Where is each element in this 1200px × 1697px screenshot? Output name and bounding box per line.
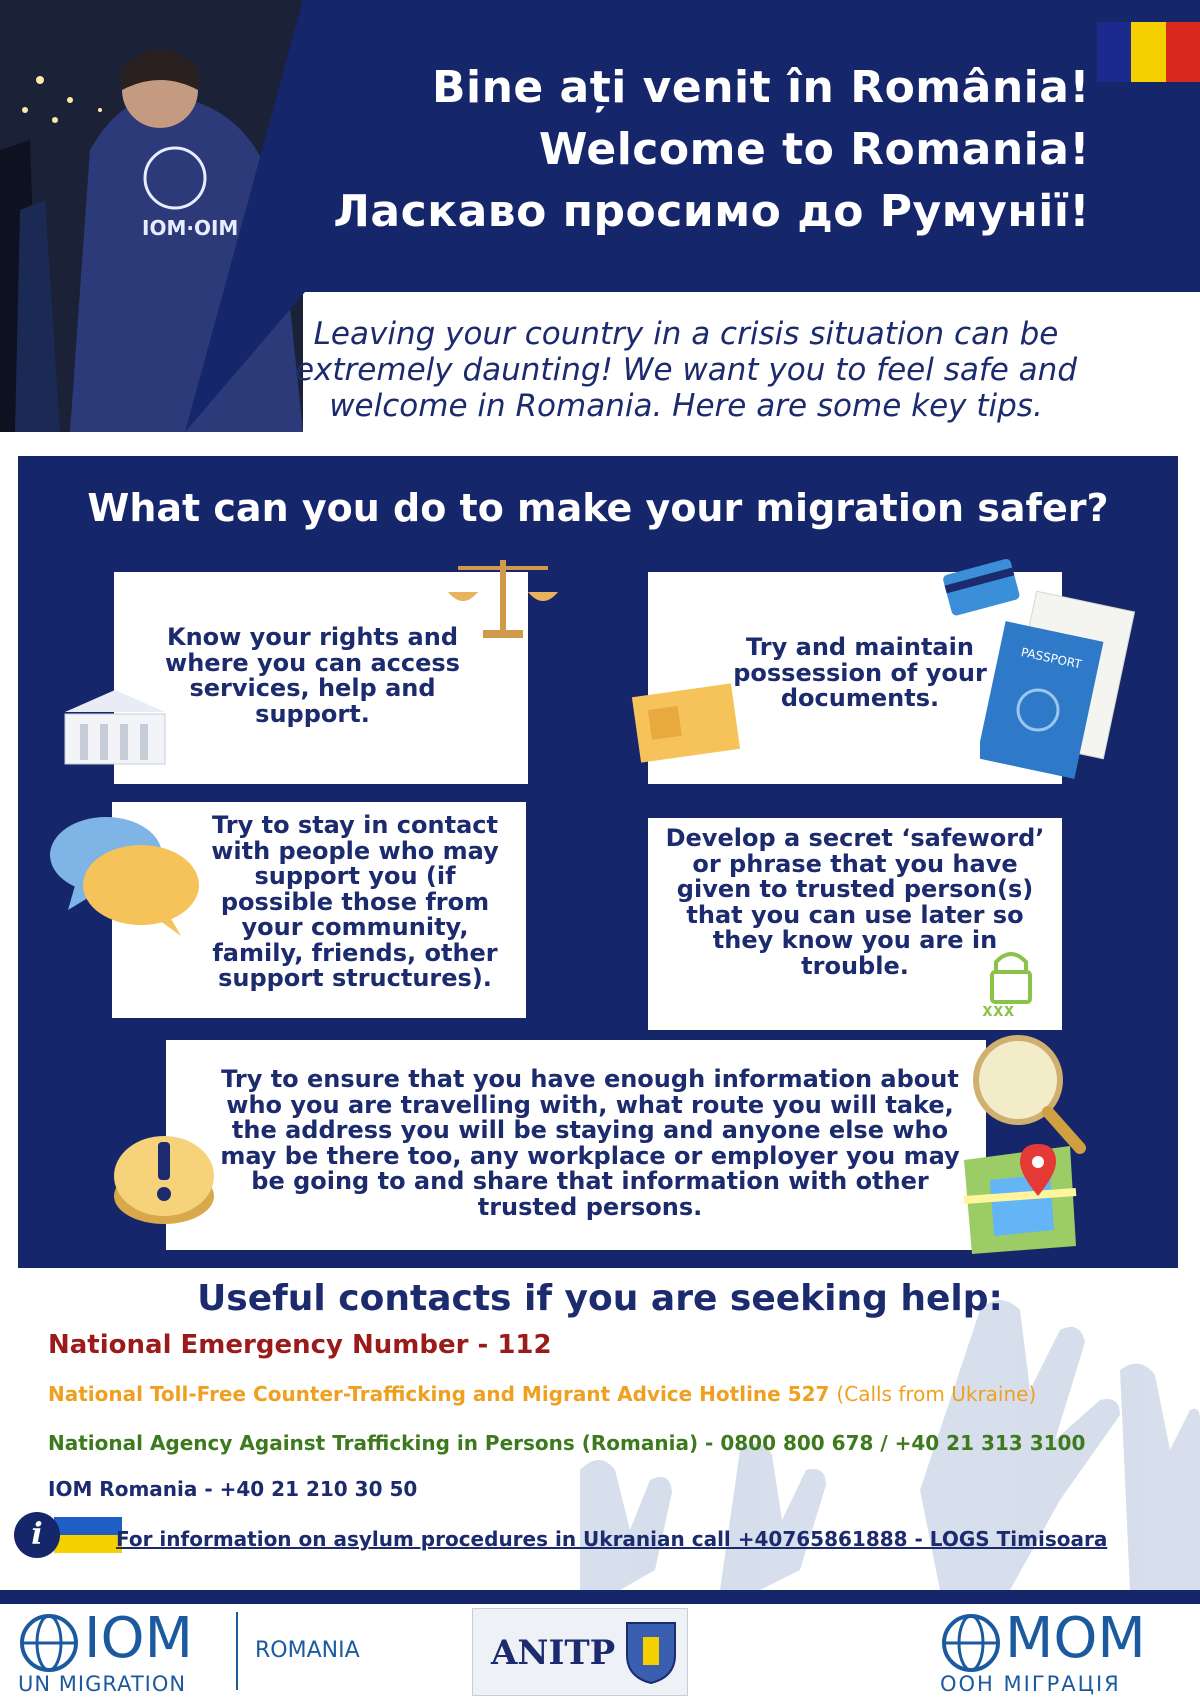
tip-information-text: Try to ensure that you have enough information about who you are travelling with, what route you will take, the address you will be staying and anyone else who may be there too, any workplace or employer you may be going to and share that information with other trusted persons.: [220, 1065, 960, 1221]
ministry-crest-icon: [623, 1619, 679, 1685]
footer-rule: [0, 1590, 1200, 1604]
intro-text: Leaving your country in a crisis situation can be extremely daunting! We want you to feel safe and welcome in Romania. Here are some key tips.: [294, 316, 1078, 424]
info-ukraine-badge: [14, 1512, 108, 1558]
ukraine-flag-yellow: [54, 1535, 122, 1553]
tip-documents-text: Try and maintain possession of your documents.: [733, 633, 987, 712]
id-card-icon: [630, 680, 750, 766]
anitp-logo-text: ANITP: [491, 1633, 616, 1673]
vest-label: IOM·OIM: [142, 216, 239, 240]
anitp-logo: [472, 1608, 688, 1696]
panel-title: What can you do to make your migration safer?: [87, 486, 1109, 530]
padlock-icon: [978, 948, 1044, 1020]
title-romanian: Bine ați venit în România!: [431, 62, 1090, 113]
map-icon: [960, 1140, 1080, 1258]
iom-logo-text: IOM: [84, 1606, 193, 1671]
contact-agency: National Agency Against Trafficking in Persons (Romania) - 0800 800 678 / +40 21 313 3100: [48, 1431, 1086, 1455]
ukraine-flag-blue: [54, 1517, 122, 1535]
contact-hotline-note: (Calls from Ukraine): [836, 1382, 1037, 1406]
contact-hotline-label: National Toll-Free Counter-Trafficking and Migrant Advice Hotline 527: [48, 1382, 830, 1406]
iom-globe-icon: [18, 1612, 80, 1674]
contacts-title: Useful contacts if you are seeking help:: [197, 1278, 1003, 1319]
footer: [0, 1604, 1200, 1697]
contact-emergency: National Emergency Number - 112: [48, 1330, 552, 1360]
passport-label: PASSPORT: [1019, 645, 1083, 672]
title-ukrainian: Ласкаво просимо до Румунії!: [333, 186, 1090, 237]
tip-safeword-text: Develop a secret ‘safeword’ or phrase that you have given to trusted person(s) that you can use later so they know you are in trouble.: [665, 824, 1045, 980]
footer-country: ROMANIA: [255, 1638, 360, 1663]
lock-code: xxx: [982, 1000, 1015, 1020]
contact-hotline: [48, 1382, 1036, 1406]
title-english: Welcome to Romania!: [538, 124, 1090, 175]
romania-flag: [1097, 22, 1200, 82]
scales-icon: [438, 552, 568, 642]
tip-contact-text: Try to stay in contact with people who may support you (if possible those from your community, family, friends, other support structures).: [211, 811, 499, 992]
exclamation-icon: [110, 1118, 220, 1230]
mom-globe-icon: [940, 1612, 1002, 1674]
contact-iom: IOM Romania - +40 21 210 30 50: [48, 1477, 418, 1501]
flag-blue: [1097, 22, 1131, 82]
passport-icon: [980, 590, 1140, 790]
mom-logo-text: MOM: [1005, 1606, 1146, 1671]
footer-divider: [236, 1612, 238, 1690]
government-building-icon: [55, 686, 175, 768]
tip-rights-text: Know your rights and where you can access services, help and support.: [165, 623, 460, 728]
contact-asylum-link[interactable]: For information on asylum procedures in Ukranian call +40765861888 - LOGS Timisoara: [116, 1527, 1108, 1551]
mom-subtitle: ООН МІГРАЦІЯ: [940, 1672, 1121, 1696]
iom-subtitle: UN MIGRATION: [18, 1672, 187, 1696]
flag-red: [1166, 22, 1200, 82]
flag-yellow: [1131, 22, 1165, 82]
chat-bubbles-icon: [46, 810, 206, 940]
info-icon: i: [14, 1512, 60, 1558]
